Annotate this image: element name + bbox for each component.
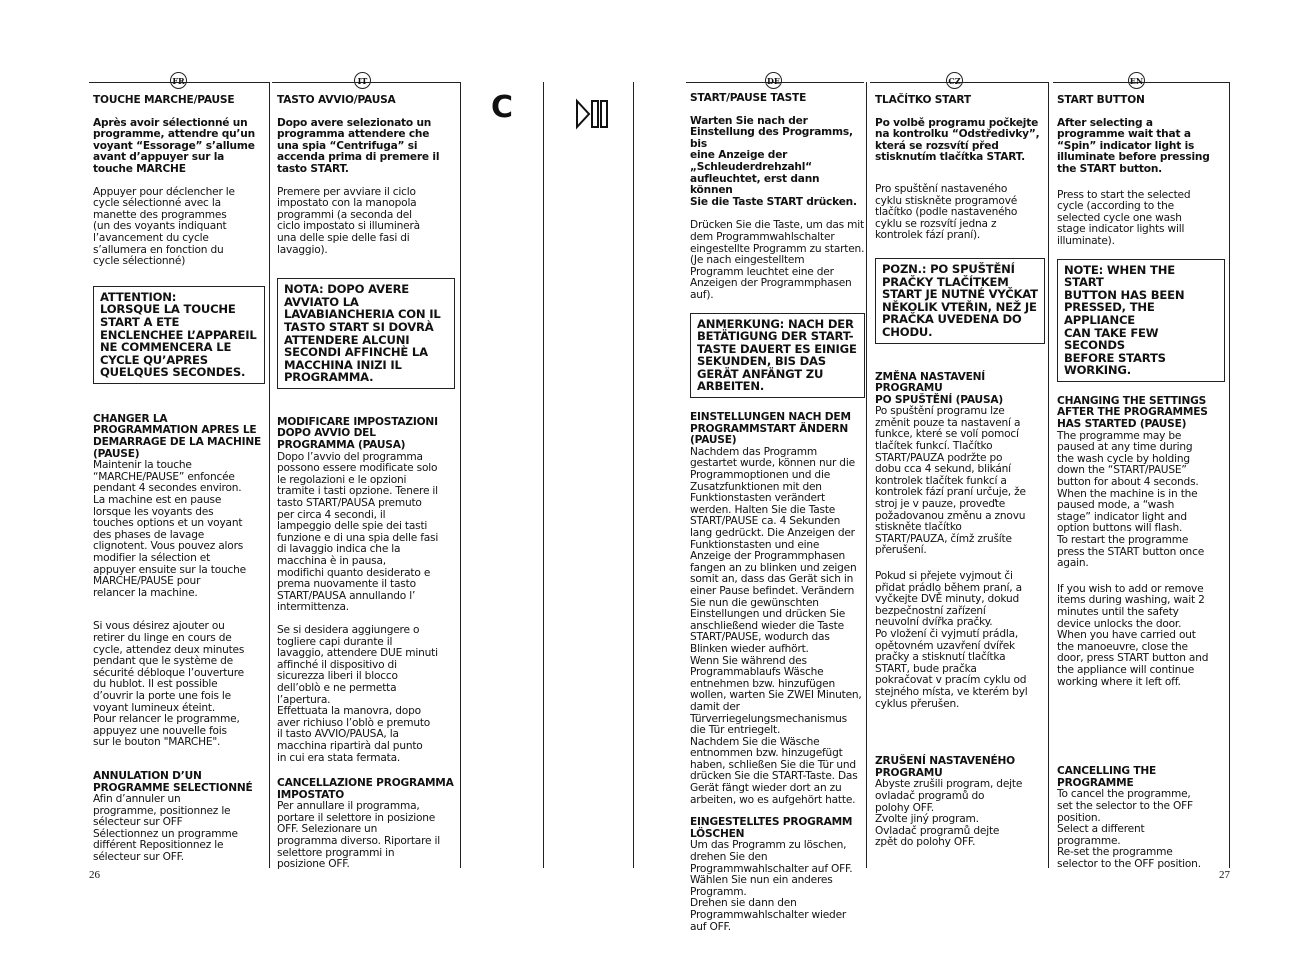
paragraph: Press to start the selected cycle (according to the selected cycle one wash stage indicator lights will illuminate). — [1057, 188, 1191, 247]
intro-text: Warten Sie nach der Einstellung des Programms, bis eine Anzeige der „Schleuderdrehzahl“ aufleuchtet, erst dann können Sie die Taste START drücken. — [690, 114, 857, 208]
c-symbol: C — [491, 90, 514, 125]
divider — [269, 82, 270, 868]
paragraph: Si vous désirez ajouter ou retirer du linge en cours de cycle, attendez deux minutes pendant que le système de sécurité débloque l’ouverture du hublot. Il est possible d’ouvrir la porte une fois le voyant lumineux éteint. Pour relancer le programme, appuyez une nouvelle fois sur le bouton "MARCHE". — [93, 620, 245, 749]
paragraph: Drücken Sie die Taste, um das mit dem Programmwahlschalter eingestellte Programm zu starten. (Je nach eingestelltem Programm leuchtet eine der Anzeigen der Programmphasen auf). — [690, 219, 865, 301]
paragraph: Afin d’annuler un programme, positionnez le sélecteur sur OFF Sélectionnez un programme différent Repositionnez le sélecteur sur OFF. — [93, 793, 238, 864]
paragraph: To cancel the programme, set the selector to the OFF position. Select a different programme. Re-set the programme selector to the OFF position. — [1057, 788, 1201, 870]
heading: ZRUŠENÍ NASTAVENÉHO PROGRAMU — [875, 755, 1015, 779]
heading: TASTO AVVIO/PAUSA — [277, 94, 396, 106]
paragraph: Per annullare il programma, portare il selettore in posizione OFF. Selezionare un programma diverso. Riportare il selettore programmi in posizione OFF. — [277, 800, 440, 871]
divider — [460, 82, 461, 868]
paragraph: The programme may be paused at any time during the wash cycle by holding down the “START/PAUSE” button for about 4 seconds. When the machine is in the paused mode, a “wash stage” indicator light and option buttons will flash. To restart the programme press the START button once again. — [1057, 429, 1205, 570]
warning-box: ANMERKUNG: NACH DER BETÄTIGUNG DER START- TASTE DAUERT ES EINIGE SEKUNDEN, BIS DAS GERÄT ANFÄNGT ZU ARBEITEN. — [690, 313, 865, 399]
warning-box: ATTENTION: LORSQUE LA TOUCHE START A ETE ENCLENCHEE L’APPAREIL NE COMMENCERA LE CYCLE QU’APRES QUELQUES SECONDES. — [93, 286, 265, 384]
warning-box: NOTE: WHEN THE START BUTTON HAS BEEN PRESSED, THE APPLIANCE CAN TAKE FEW SECONDS BEFORE STARTS WORKING. — [1057, 259, 1225, 382]
lang-badge-de: DE — [765, 72, 782, 89]
paragraph: Po spuštění programu lze změnit pouze ta nastavení a funkce, které se volí pomocí tlačítek funkcí. Tlačítko START/PAUZA podržte po dobu cca 4 sekund, blikání kontrolek tlačítek funkcí a kontrolek fází praní určuje, že stroj je v pauze, proveďte požadovanou změnu a znovu stiskněte tlačítko START/PAUZA, čímž zrušíte přerušení. — [875, 405, 1026, 557]
page-number-right: 27 — [1219, 869, 1230, 881]
heading: CHANGING THE SETTINGS AFTER THE PROGRAMMES HAS STARTED (PAUSE) — [1057, 394, 1208, 431]
heading: TLAČÍTKO START — [875, 94, 971, 106]
divider — [543, 82, 544, 868]
warning-box: NOTA: DOPO AVERE AVVIATO LA LAVABIANCHERIA CON IL TASTO START SI DOVRÀ ATTENDERE ALCUNI SECONDI AFFINCHÈ LA MACCHINA INIZI IL PROGRAMMA. — [277, 278, 455, 389]
page-number-left: 26 — [89, 869, 100, 881]
heading: CANCELLING THE PROGRAMME — [1057, 765, 1157, 789]
divider — [1048, 82, 1049, 868]
column-cz — [875, 95, 1045, 860]
intro-text: After selecting a programme wait that a “Spin” indicator light is illuminate before pressing the START button. — [1057, 116, 1210, 175]
paragraph: Se si desidera aggiungere o togliere capi durante il lavaggio, attendere DUE minuti affinché il dispositivo di sicurezza liberi il blocco dell’oblò e ne permetta l’apertura. Effettuata la manovra, dopo aver richiuso l’oblò e premuto il tasto AVVIO/PAUSA, la macchina ripartirà dal punto in cui era stata fermata. — [277, 623, 438, 764]
lang-badge-en: EN — [1128, 72, 1145, 89]
paragraph: Nachdem das Programm gestartet wurde, können nur die Programmoptionen und die Zusatzfunktionen mit den Funktionstasten verändert werden. Halten Sie die Taste START/PAUSE ca. 4 Sekunden lang gedrückt. Die Anzeigen der Funktionstasten und eine Anzeige der Programmphasen fangen an zu blinken und zeigen somit an, dass das Gerät sich in einer Pause befindet. Verändern Sie nun die gewünschten Einstellungen und drücken Sie anschließend wieder die Taste START/PAUSE, wodurch das Blinken wieder aufhört. Wenn Sie während des Programmablaufs Wäsche entnehmen bzw. hinzufügen wollen, warten Sie ZWEI Minuten, damit der Türverriegelungsmechanismus die Tür entriegelt. Nachdem Sie die Wäsche entnommen bzw. hinzugefügt haben, schließen Sie die Tür und drücken Sie die START-Taste. Das Gerät fängt wieder dort an zu arbeiten, wo es aufgehört hatte. — [690, 445, 862, 806]
divider — [1229, 82, 1230, 868]
intro-text: Dopo avere selezionato un programma attendere che una spia “Centrifuga” si accenda prima di premere il tasto START. — [277, 116, 440, 175]
lang-badge-cz: CZ — [946, 72, 963, 89]
paragraph: Abyste zrušili program, dejte ovladač programů do polohy OFF. Zvolte jiný program. Ovladač programů dejte zpět do polohy OFF. — [875, 778, 1023, 849]
heading: EINGESTELLTES PROGRAMM LÖSCHEN — [690, 816, 853, 840]
lang-badge-fr: FR — [170, 72, 187, 89]
paragraph: Maintenir la touche “MARCHE/PAUSE” enfoncée pendant 4 secondes environ. La machine est en pause lorsque les voyants des touches options et un voyant des phases de lavage clignotent. Vous pouvez alors modifier la sélection et appuyer ensuite sur la touche MARCHE/PAUSE pour relancer la machine. — [93, 459, 246, 599]
heading: CHANGER LA PROGRAMMATION APRES LE DEMARRAGE DE LA MACHINE (PAUSE) — [93, 412, 262, 460]
column-fr — [93, 95, 265, 875]
paragraph: Pokud si přejete vyjmout či přidat prádlo během praní, a vyčkejte DVĚ minuty, dokud bezpečnostní zařízení neuvolní dvířka pračky. Po vložení či vyjmutí prádla, opětovném uzavření dvířek pračky a stisknutí tlačítka START, bude pračka pokračovat v pracím cyklu od stejného místa, ve kterém byl cyklus přerušen. — [875, 570, 1028, 710]
column-de — [690, 93, 865, 944]
heading: ZMĚNA NASTAVENÍ PROGRAMU PO SPUŠTĚNÍ (PAUSA) — [875, 370, 1004, 406]
heading: EINSTELLUNGEN NACH DEM PROGRAMMSTART ÄNDERN (PAUSE) — [690, 411, 851, 447]
heading: START/PAUSE TASTE — [690, 92, 807, 104]
intro-text: Après avoir sélectionné un programme, attendre qu’un voyant “Essorage” s’allume avant d’appuyer sur la touche MARCHE — [93, 116, 255, 175]
heading: START BUTTON — [1057, 94, 1145, 106]
divider — [633, 82, 634, 868]
paragraph: Dopo l’avvio del programma possono essere modificate solo le regolazioni e le opzioni tramite i tasti opzione. Tenere il tasto START/PAUSA premuto per circa 4 secondi, il lampeggio delle spie dei tasti funzione e di una spia delle fasi di lavaggio indica che la macchina è in pausa, modifichi quanto desiderato e prema nuovamente il tasto START/PAUSA annullando l’ intermittenza. — [277, 450, 439, 614]
heading: MODIFICARE IMPOSTAZIONI DOPO AVVIO DEL PROGRAMMA (PAUSA) — [277, 415, 438, 452]
column-it — [277, 95, 455, 882]
lang-badge-it: IT — [354, 72, 371, 89]
heading: TOUCHE MARCHE/PAUSE — [93, 94, 235, 106]
paragraph: Um das Programm zu löschen, drehen Sie den Programmwahlschalter auf OFF. Wählen Sie nun ein anderes Programm. Drehen sie dann den Programmwahlschalter wieder auf OFF. — [690, 839, 853, 933]
heading: CANCELLAZIONE PROGRAMMA IMPOSTATO — [277, 777, 454, 801]
paragraph: Appuyer pour déclencher le cycle sélectionné avec la manette des programmes (un des voyants indiquant l’avancement du cycle s’allumera en fonction du cycle sélectionné) — [93, 185, 235, 268]
heading: ANNULATION D’UN PROGRAMME SELECTIONNÉ — [93, 769, 253, 794]
paragraph: Premere per avviare il ciclo impostato con la manopola programmi (a seconda del ciclo impostato si illuminerà una delle spie delle fasi di lavaggio). — [277, 185, 420, 256]
divider — [866, 82, 867, 868]
intro-text: Po volbě programu počkejte na kontrolku “Odstředivky”, která se rozsvítí před stisknutím tlačítka START. — [875, 116, 1040, 164]
play-pause-icon — [575, 98, 609, 130]
column-en — [1057, 95, 1225, 881]
warning-box: POZN.: PO SPUŠTĚNÍ PRAČKY TLAČÍTKEM START JE NUTNÉ VYČKAT NĚKOLIK VTEŘIN, NEŽ JE PRAČKA UVEDENA DO CHODU. — [875, 258, 1045, 344]
paragraph: Pro spuštění nastaveného cyklu stiskněte programové tlačítko (podle nastaveného cyklu se rozsvítí jedna z kontrolek fází praní). — [875, 182, 1018, 242]
paragraph: If you wish to add or remove items during washing, wait 2 minutes until the safety device unlocks the door. When you have carried out the manoeuvre, close the door, press START button and the appliance will continue working where it left off. — [1057, 582, 1209, 688]
